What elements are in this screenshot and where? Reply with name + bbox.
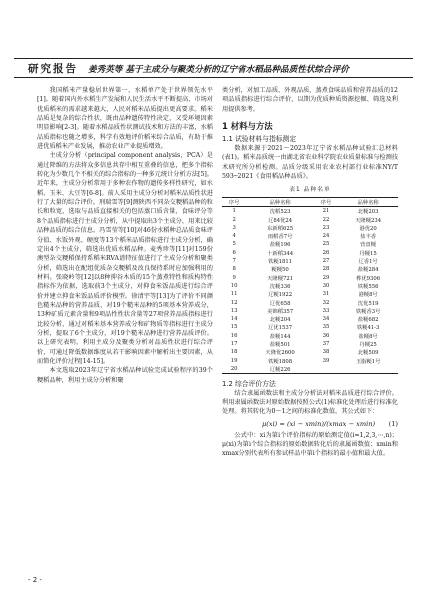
table-cell: 34	[322, 316, 330, 323]
running-header	[14, 58, 413, 78]
right-column	[222, 86, 398, 459]
table-row	[222, 207, 398, 216]
running-title: 姜秀英等 基于主成分与聚类分析的辽宁省水稻品种品质性状综合评价	[88, 64, 349, 75]
table-cell: 19	[230, 357, 238, 364]
table-cell: 铁粳1808	[268, 358, 293, 365]
table-cell: 39	[322, 357, 330, 364]
left-column	[37, 86, 213, 385]
table-cell: 5	[232, 241, 236, 248]
variety-table	[222, 197, 398, 373]
table-cell: 35	[322, 324, 330, 331]
table-row	[222, 365, 398, 374]
table-cell: 铁粳556	[357, 283, 379, 290]
table-cell: 辽优1537	[268, 325, 293, 332]
body-paragraph: 本文选取2023年辽宁省水稻品种试验完成试验程序的39个粳稻品种，利用主成分分析和聚	[37, 367, 213, 384]
table-cell: 盐粳144	[269, 333, 291, 340]
table-cell: 31	[322, 291, 330, 298]
table-row	[222, 232, 398, 240]
body-paragraph: 类分析，对加工品质、外观品质、蒸煮食味品质和营养品质的12项品质指标进行综合评价，以期为优质种质资源挖掘、筛选及利用提供参考。	[222, 87, 398, 113]
table-cell: 天隆粳721	[267, 275, 294, 282]
table-cell: 辽84优24	[268, 217, 293, 224]
table-row	[222, 273, 398, 281]
table-cell: 辽优658	[269, 300, 291, 307]
table-cell: 8	[232, 266, 236, 273]
table-cell: 北粳204	[269, 317, 291, 324]
table-cell: 天隆粳234	[355, 217, 382, 224]
table-header-cell: 序号	[222, 198, 246, 207]
table-row	[222, 348, 398, 356]
section-heading: 1 材料与方法	[222, 121, 273, 132]
formula	[222, 419, 398, 430]
table-cell: 盐粳284	[357, 267, 379, 274]
table-cell: 36	[322, 332, 330, 339]
table-cell: 美锦稻357	[267, 308, 294, 315]
table-cell: 9	[232, 274, 236, 281]
table-cell	[338, 365, 398, 374]
table-cell: 1	[232, 208, 236, 215]
table-cell: 铁粳41-3	[356, 325, 380, 332]
body-paragraph: 结合隶属函数法和主成分分析法对稻米品质进行综合评价。利用隶属函数法对原始数据按照公式(1)标准化处理后进行标准化处理。将其转化为0～1之间的标准化数值，其公式如下：	[222, 389, 398, 416]
table-cell	[314, 365, 338, 374]
table-row	[222, 240, 398, 248]
table-cell: 27	[322, 258, 330, 265]
table-cell: 盐丰香	[360, 234, 377, 241]
table-cell: 21	[322, 208, 330, 215]
table-cell: 14	[230, 316, 238, 323]
table-caption: 表1 品种名单	[289, 187, 331, 194]
table-header-cell: 序号	[314, 198, 338, 207]
table-cell: 7	[232, 258, 236, 265]
table-cell: 18	[230, 349, 238, 356]
subsection-heading: 1.2 综合评价方法	[222, 379, 276, 388]
subsection-heading: 1.1 试验材料与指标测定	[222, 135, 297, 144]
table-cell: 33	[322, 307, 330, 314]
table-cell: 盐粳196	[269, 242, 291, 249]
table-cell: 东新稻625	[267, 225, 294, 232]
table-cell: 15	[230, 324, 238, 331]
table-row	[222, 290, 398, 298]
table-cell: 粳粳50	[271, 267, 289, 274]
table-cell: 丹粳15	[359, 250, 377, 257]
table-row	[222, 215, 398, 223]
table-cell: 辽粳226	[246, 365, 313, 374]
table-row	[222, 315, 398, 323]
table-cell: 辽香1号	[358, 259, 378, 266]
table-cell: 十新稻344	[267, 250, 294, 257]
table-cell: 28	[322, 266, 330, 273]
table-header-cell: 品种名称	[338, 198, 398, 207]
table-cell: 盐粳8号	[358, 333, 378, 340]
table-cell: 38	[322, 349, 330, 356]
table-cell: 22	[322, 216, 330, 223]
table-cell: 20	[222, 365, 246, 374]
table-cell: 盐粳501	[269, 342, 291, 348]
body-paragraph: 数据来源于2021～2023年辽宁省水稻品种试验汇总材料(表1)。稻米品质统一由湖北省农业科学院农业质量标准与检测技术研究所分析检测。品质分级采用农业农村部行业标准NY/T 593─2021《食用稻品种品质》。	[222, 145, 398, 181]
table-cell: 26	[322, 249, 330, 256]
table-cell: 港优20	[359, 225, 377, 232]
table-header-cell: 品种名称	[246, 198, 313, 207]
table-cell: 37	[322, 341, 330, 347]
table-cell: 雨稻香7号	[267, 234, 293, 241]
table-cell: 桦优9306	[356, 275, 381, 282]
table-row	[222, 356, 398, 364]
table-cell: 17	[230, 341, 238, 347]
table-cell: 天隆优2600	[265, 350, 295, 357]
table-cell: 盐粳682	[357, 317, 379, 324]
table-cell: 30	[322, 282, 330, 289]
page-number: - 2 -	[28, 576, 42, 584]
table-cell: 11	[230, 291, 238, 298]
body-paragraph: 公式中：xi为第i个评价指标的原始测定值(i=1,2,3,⋯,n)；μ(xi)为第i个综合指标的原始数据转化后的隶属函数值；xmin和xmax分别代表所有参试样品中第i个指标的最小值和最大值。	[222, 431, 398, 458]
table-cell: 32	[322, 299, 330, 306]
body-paragraph: 我国稻米产量稳居世界第一，水稻单产处于世界领先水平[1]。随着国内外水稻生产发展和人民生活水平不断提高，市场对优质稻米的需求越来越大，人民对稻米品质提出更高要求。稻米品质是复杂的综合性状，既由品种遗传特性决定，又受环境因素明显影响[2-3]。随着水稻品质性状测试技术和方法的丰富，水稻品质指标也随之增多，科学有效地评价稻米综合品质，有助于推进优质稻米产业发展，推动农业产业提质增效。	[37, 87, 213, 151]
body-paragraph: 主成分分析（principal component analysis，PCA）是通过降维的方法将众多信息共存中相互重叠的信息，把多个指标转化为少数几个不相关的综合指标的一种多元统计分析方法[5]。近年来，主成分分析常用于多种农作物的遗传多样性研究，如水稻、玉米、大豆等[6-8]。前人采用主成分分析对稻米品质性状进行了大量的综合评价。刑瑞雪等[9]测陕西不同杂交粳稻品种的粒长和粒宽，选取与品质直接相关的包括蒸口质含量、食味评分等8个品质指标进行主成分分析，从中提取出3个主成分，用来比较品种品质的综合信息。冯雪莹等[10]对46份水稻种总品质食味评分值、水饭外观、硬度等13个稻米品质指标进行主成分分析，确定出4个主成分，筛选出优质水稻品种。麦秀珍等[11]对159份澳型杂交粳稻保持系稻米RVA谱特征值进行了主成分分析和聚类分析，筛选出在配组优质杂交粳稻及改良保持系时应加强利用的材料。张晓岭等[12]以8种抑谷木质的15个蒸煮特性和质构特性指标作为依据，选取前3个主成分，对抑食米饭品质进行综合评价并建立抑食米饭品质评价模型。徐清宇等[13]为了评价不同颜色糙米品种的营养品质，对19个糙米品种的5项基本营养成分，13种矿质元素含量和9项品性性状含量等27项营养品质指标进行比较分析，通过对稻米基本营养成分和矿物质等指标进行主成分分析，提取了6个主成分，对19个糙米品种进行营养品质评价。以上研究表明，利用主成分及聚类分析对品质性状进行综合评价，可通过降低数据维度从若干影响因素中解析出主要因素，从而简化评价过程[14-15]。	[37, 152, 213, 365]
table-row	[222, 249, 398, 257]
table-cell: 4	[232, 233, 236, 240]
table-cell: 12	[230, 299, 238, 306]
table-cell: 港粳8号	[358, 292, 378, 299]
table-cell: 3	[232, 224, 236, 231]
table-row	[222, 257, 398, 265]
table-row	[222, 340, 398, 348]
table-cell: 2	[232, 216, 236, 223]
table-cell: 玉脂粳1号	[355, 358, 381, 365]
table-cell: 16	[230, 332, 238, 339]
table-cell: 24	[322, 233, 330, 240]
table-cell: 沈粳336	[269, 283, 291, 290]
table-cell: 25	[322, 241, 330, 248]
formula-number: (1)	[388, 419, 398, 428]
table-cell: 13	[230, 307, 238, 314]
table-row	[222, 307, 398, 315]
table-cell: 北粳509	[357, 350, 379, 357]
table-row	[222, 323, 398, 331]
table-row	[222, 282, 398, 290]
table-row	[222, 224, 398, 232]
table-cell: 铁粳香3号	[355, 308, 381, 315]
table-cell: 10	[230, 282, 238, 289]
table-row	[222, 332, 398, 340]
table-cell: 辽粳1922	[268, 292, 293, 299]
table-header-row	[222, 198, 398, 207]
table-cell: 29	[322, 274, 330, 281]
table-cell: 23	[322, 224, 330, 231]
table-row	[222, 298, 398, 306]
table-cell: 丹粳25	[359, 342, 377, 348]
formula-expression: μ(xi) = (xi − xmin)/(xmax − xmin)	[262, 419, 376, 428]
table-row	[222, 265, 398, 273]
section-tag: 研究报告	[28, 63, 78, 75]
table-cell: 北粳203	[357, 209, 379, 216]
table-cell: 沈优519	[357, 300, 379, 307]
table-cell: 营盘粳	[360, 242, 377, 249]
table-cell: 沈稻523	[269, 209, 291, 216]
table-cell: 6	[232, 249, 236, 256]
table-cell: 铁粳1811	[268, 259, 293, 266]
